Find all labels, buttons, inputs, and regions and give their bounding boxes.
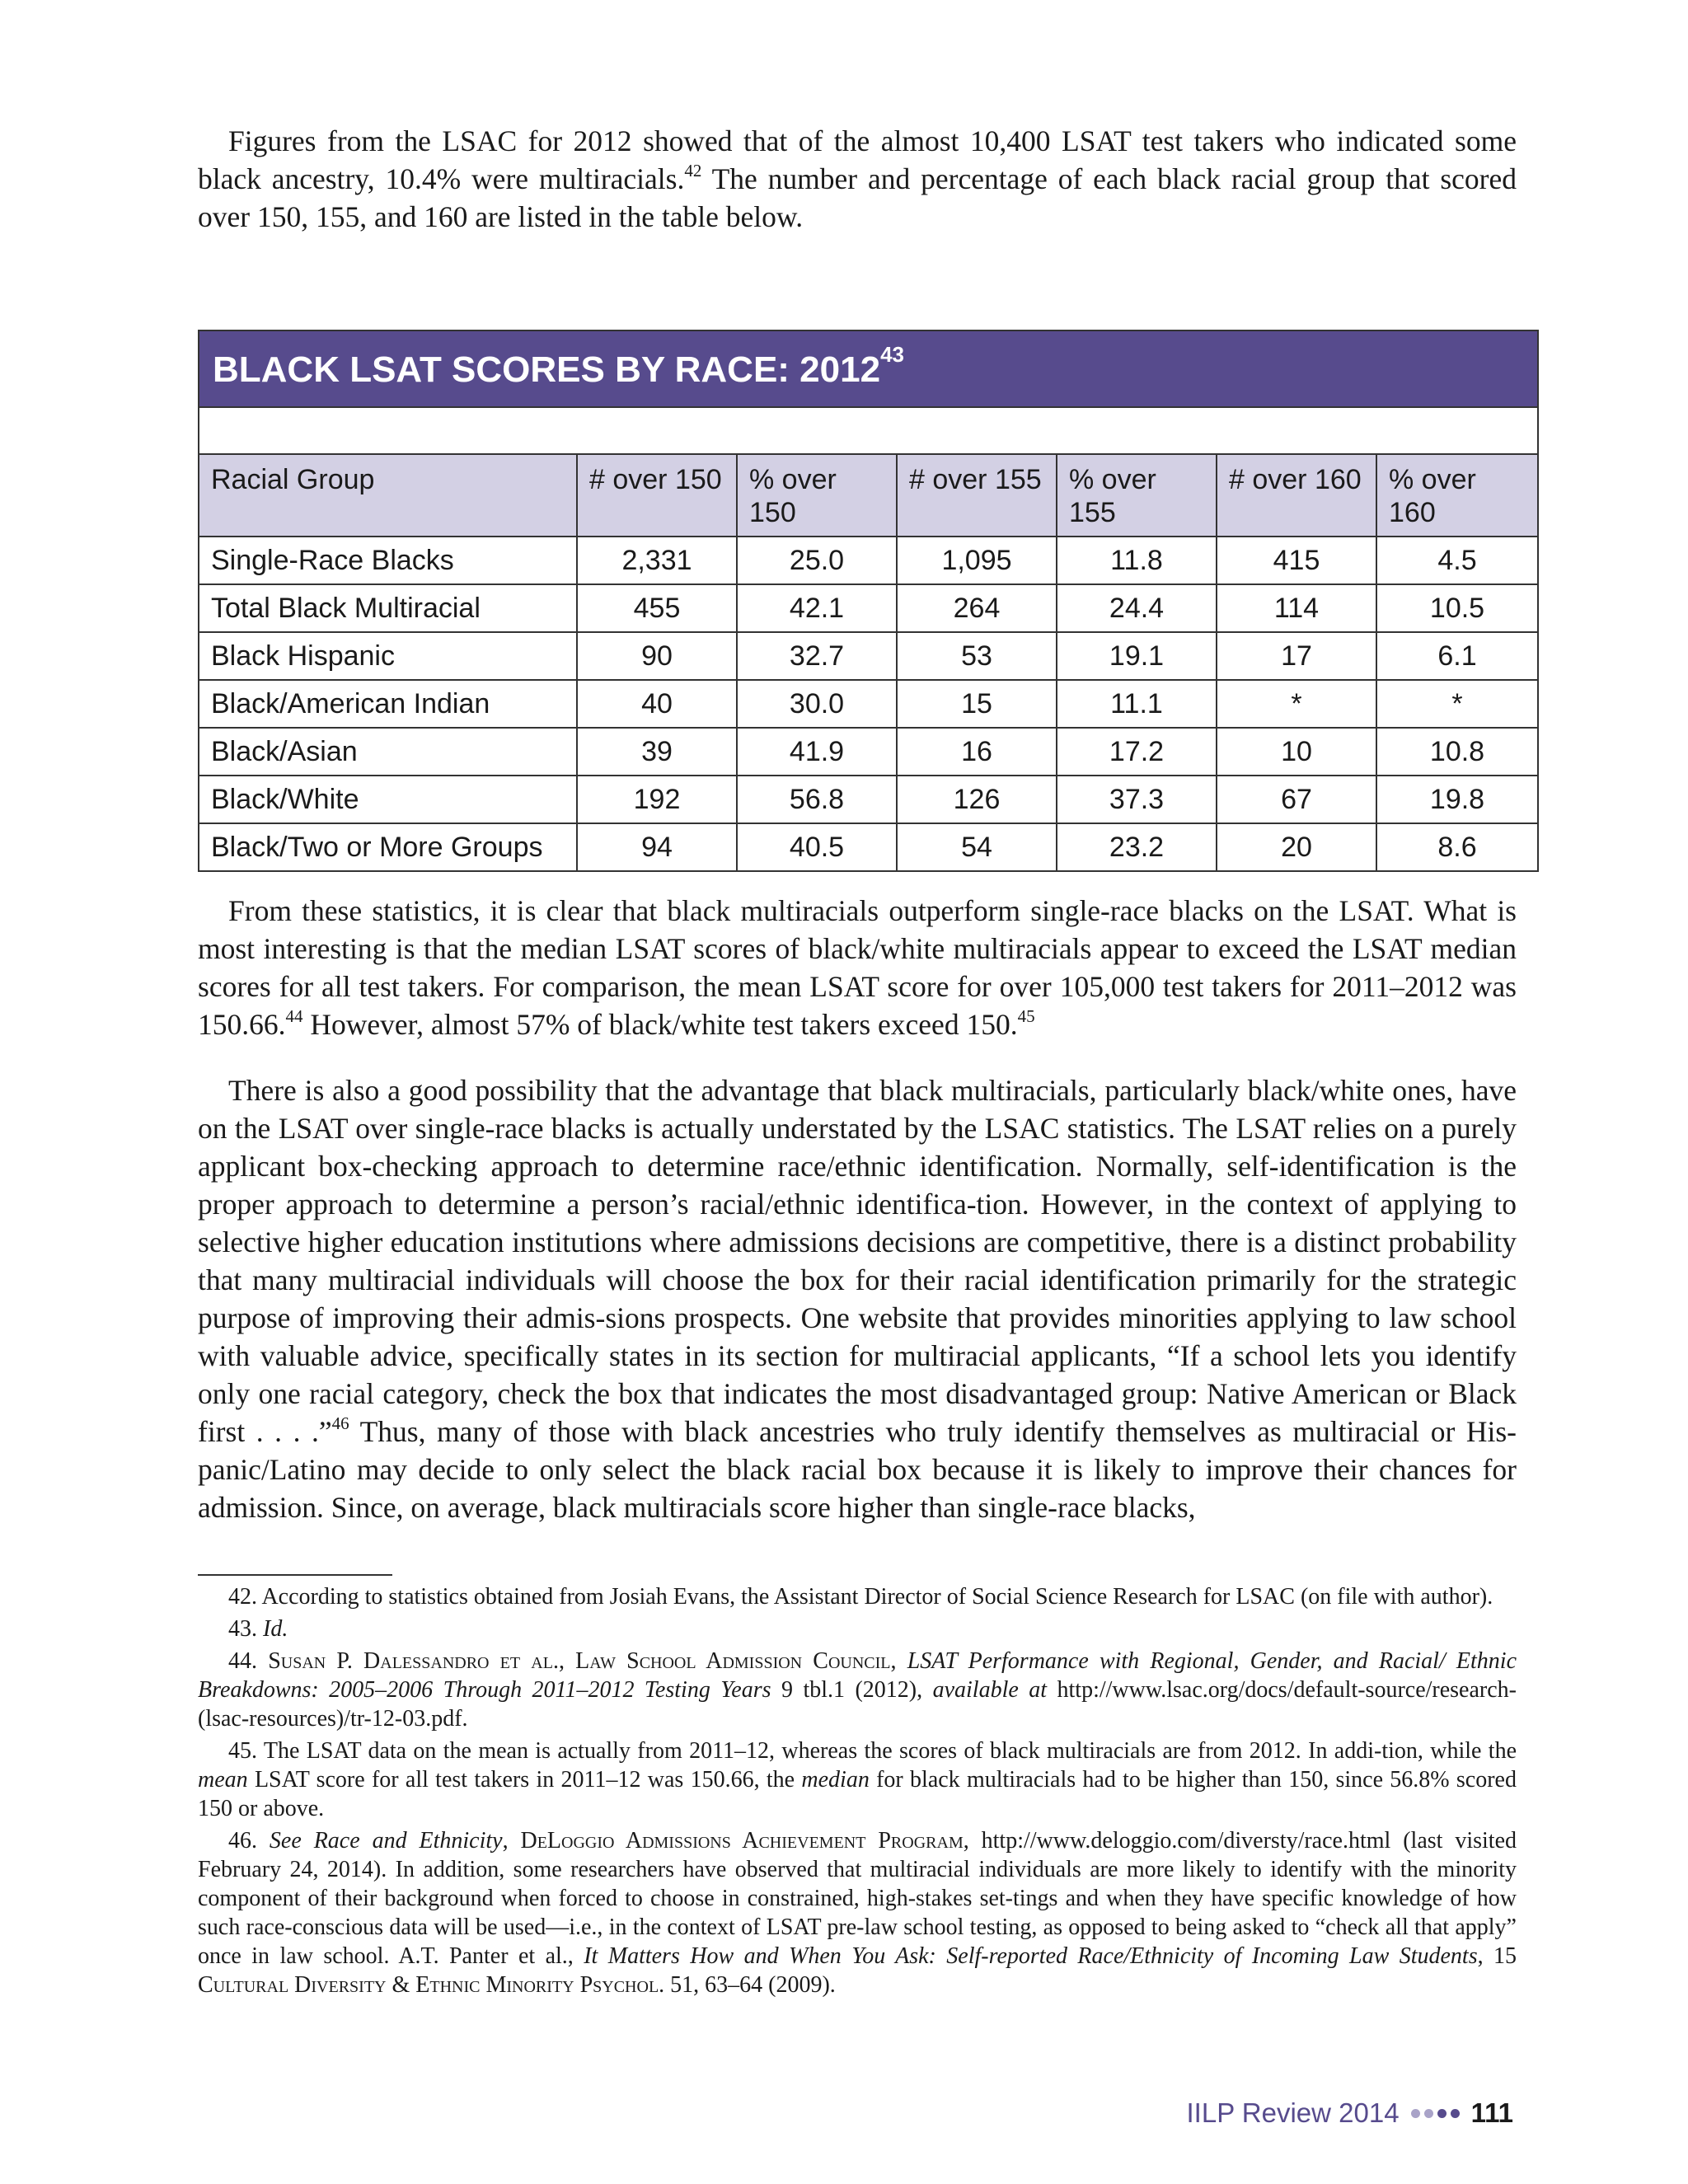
table-cell: 41.9	[737, 728, 897, 776]
table-cell: 17	[1217, 632, 1376, 680]
discussion-paragraph	[198, 1071, 1517, 1526]
footnote-44-number: 44.	[228, 1648, 269, 1674]
table-header-row	[199, 455, 1537, 537]
page-footer	[1187, 2097, 1513, 2129]
table-cell: 19.1	[1057, 632, 1217, 680]
table-cell: 19.8	[1376, 776, 1537, 823]
table-row	[199, 537, 1537, 584]
table-cell: 192	[577, 776, 737, 823]
footnote-44-citation: 9 tbl.1 (2012),	[771, 1677, 933, 1703]
table-cell: 10.8	[1376, 728, 1537, 776]
analysis-paragraph	[198, 892, 1517, 1043]
footnote-45-median: median	[801, 1767, 870, 1793]
table-cell: 53	[897, 632, 1057, 680]
footnote-ref-46[interactable]: 46	[331, 1413, 349, 1434]
table-cell: 90	[577, 632, 737, 680]
column-header: # over 160	[1217, 455, 1376, 537]
row-label: Total Black Multiracial	[199, 584, 577, 632]
table-row	[199, 680, 1537, 728]
footnote-46-text-c: 51, 63–64 (2009).	[664, 1972, 836, 1998]
para3-text-a: There is also a good possibility that the advantage that black multiracials, particularly black/white ones, have on the LSAT over single-race blacks is actually understated by the LSAC statistics. The LSAT relies on a purely applicant box-checking approach to determine race/ethnic identification. Normally, self-identification is the proper approach to determine a person’s racial/ethnic identifica-tion. However, in the context of applying to selective higher education institutions where admissions decisions are competitive, there is a distinct probability that many multiracial individuals will choose the box for their racial identification primarily for the strategic purpose of improving their admis-sions prospects. One website that provides minorities applying to law school with valuable advice, specifically states in its section for multiracial applicants, “If a school lets you identify only one racial category, check the box that indicates the most disadvantaged group: Native American or Black first . . . .”	[198, 1074, 1517, 1448]
footnote-45-text-c: for black multiracials had to be higher than 150, since 56.8% scored 150 or above.	[198, 1767, 1517, 1821]
footnote-43-id: Id.	[263, 1616, 288, 1642]
para2-text-b: However, almost 57% of black/white test takers exceed 150.	[302, 1008, 1018, 1041]
footnote-45-text-a: 45. The LSAT data on the mean is actually from 2011–12, whereas the scores of black multiracials are from 2012. In addi-tion, while the	[228, 1738, 1517, 1764]
column-header: # over 150	[577, 455, 737, 537]
table-cell: 455	[577, 584, 737, 632]
row-label: Black/American Indian	[199, 680, 577, 728]
table-cell: 114	[1217, 584, 1376, 632]
table-cell: 11.8	[1057, 537, 1217, 584]
page-number: 111	[1470, 2097, 1513, 2128]
table-cell: 10.5	[1376, 584, 1537, 632]
intro-text-a: Figures from the LSAC for 2012 showed that of the almost 10,400 LSAT test takers who indicated some black ancestry, 10.4% were multiracials.	[198, 124, 1517, 195]
table-cell: 56.8	[737, 776, 897, 823]
table-cell: 42.1	[737, 584, 897, 632]
footnote-46-text-b: , 15	[1477, 1943, 1517, 1969]
footnote-46-text-a: http://www.deloggio.com/diversty/race.html (last visited February 24, 2014). In addition, some researchers have observed that multiracial individuals are more likely to identify with the minority component of their background when forced to choose in constrained, high-stakes set-tings and when they have specific knowledge of how such race-conscious data will be used—i.e., in the context of LSAT pre-law school testing, as opposed to being asked to “check all that apply” once in law school. A.T. Panter et al.,	[198, 1828, 1517, 1969]
row-label: Black/Two or More Groups	[199, 823, 577, 870]
table-cell: 15	[897, 680, 1057, 728]
table-cell: *	[1376, 680, 1537, 728]
table-cell: 40.5	[737, 823, 897, 870]
table-cell: *	[1217, 680, 1376, 728]
table-cell: 264	[897, 584, 1057, 632]
footnote-42	[198, 1582, 1517, 1611]
table-cell: 23.2	[1057, 823, 1217, 870]
column-header: % over 160	[1376, 455, 1537, 537]
table-cell: 39	[577, 728, 737, 776]
footnote-46-program: , DeLoggio Admissions Achievement Program,	[502, 1828, 969, 1854]
table-row	[199, 823, 1537, 870]
row-label: Black/Asian	[199, 728, 577, 776]
dots-ornament-icon	[1411, 2109, 1460, 2118]
table-cell: 11.1	[1057, 680, 1217, 728]
table-cell: 94	[577, 823, 737, 870]
footnote-ref-43[interactable]: 43	[880, 342, 904, 368]
table-cell: 4.5	[1376, 537, 1537, 584]
footnote-43-number: 43.	[228, 1616, 263, 1642]
footnote-ref-45[interactable]: 45	[1017, 1006, 1035, 1027]
table-cell: 126	[897, 776, 1057, 823]
table-cell: 25.0	[737, 537, 897, 584]
table-cell: 16	[897, 728, 1057, 776]
intro-paragraph	[198, 122, 1517, 236]
dot-icon	[1411, 2109, 1420, 2118]
table-cell: 67	[1217, 776, 1376, 823]
footnote-44-title: LSAT Performance with Regional, Gender, and Racial/ Ethnic Breakdowns: 2005–2006 Through 2011–2012 Testing Years	[198, 1648, 1517, 1703]
table-spacer-row	[199, 408, 1537, 455]
table-row	[199, 776, 1537, 823]
para3-text-b: Thus, many of those with black ancestries who truly identify themselves as multiracial or His-panic/Latino may decide to only select the black racial box because it is likely to improve their chances for admission. Since, on average, black multiracials score higher than single-race blacks,	[198, 1415, 1517, 1524]
footnote-46-title: It Matters How and When You Ask: Self-reported Race/Ethnicity of Incoming Law Students	[584, 1943, 1478, 1969]
column-header: % over 150	[737, 455, 897, 537]
column-header: Racial Group	[199, 455, 577, 537]
row-label: Single-Race Blacks	[199, 537, 577, 584]
footnote-46-see: See Race and Ethnicity	[269, 1828, 503, 1854]
footnote-ref-42[interactable]: 42	[684, 161, 702, 181]
table-cell: 40	[577, 680, 737, 728]
table-cell: 32.7	[737, 632, 897, 680]
footnote-46	[198, 1826, 1517, 1999]
table-cell: 10	[1217, 728, 1376, 776]
row-label: Black Hispanic	[199, 632, 577, 680]
table-row	[199, 728, 1537, 776]
table-cell: 24.4	[1057, 584, 1217, 632]
table-title	[199, 331, 1537, 408]
table-cell: 1,095	[897, 537, 1057, 584]
para2-text-a: From these statistics, it is clear that black multiracials outperform single-race blacks on the LSAT. What is most interesting is that the median LSAT scores of black/white multiracials appear to exceed the LSAT median scores for all test takers. For comparison, the mean LSAT score for over 105,000 test takers for 2011–2012 was 150.66.	[198, 894, 1517, 1041]
footnote-46-number: 46.	[228, 1828, 270, 1854]
footnote-44-authors: Susan P. Dalessandro et al., Law School Admission Council,	[268, 1648, 897, 1674]
footnote-42-text: 42. According to statistics obtained from Josiah Evans, the Assistant Director of Social Science Research for LSAC (on file with author).	[228, 1584, 1493, 1610]
footnote-divider	[198, 1574, 392, 1576]
row-label: Black/White	[199, 776, 577, 823]
table-cell: 6.1	[1376, 632, 1537, 680]
analysis-section	[198, 892, 1517, 1043]
table-cell: 30.0	[737, 680, 897, 728]
table-cell: 415	[1217, 537, 1376, 584]
lsat-scores-table	[198, 330, 1539, 872]
discussion-section	[198, 1071, 1517, 1526]
footnotes	[198, 1582, 1517, 2003]
table-row	[199, 632, 1537, 680]
footnote-44-available-at: available at	[932, 1677, 1048, 1703]
footnote-44-url[interactable]: http://www.lsac.org/docs/default-source/research-(lsac-resources)/tr-12-03.pdf.	[198, 1677, 1517, 1732]
intro-text-b: The number and percentage of each black racial group that scored over 150, 155, and 160 are listed in the table below.	[198, 162, 1517, 233]
footnote-ref-44[interactable]: 44	[285, 1006, 303, 1027]
footnote-43	[198, 1615, 1517, 1643]
table-cell: 17.2	[1057, 728, 1217, 776]
table-title-text: BLACK LSAT SCORES BY RACE: 2012	[213, 349, 881, 390]
table-cell: 8.6	[1376, 823, 1537, 870]
intro-section	[198, 122, 1517, 236]
column-header: % over 155	[1057, 455, 1217, 537]
table-cell: 37.3	[1057, 776, 1217, 823]
table-cell: 20	[1217, 823, 1376, 870]
table-cell: 2,331	[577, 537, 737, 584]
footnote-45-text-b: LSAT score for all test takers in 2011–12 was 150.66, the	[247, 1767, 802, 1793]
footnote-46-journal: Cultural Diversity & Ethnic Minority Psychol.	[198, 1972, 665, 1998]
dot-icon	[1424, 2109, 1433, 2118]
dot-icon	[1451, 2109, 1460, 2118]
table-cell: 54	[897, 823, 1057, 870]
journal-name: IILP Review 2014	[1186, 2097, 1400, 2128]
footnote-45-mean: mean	[198, 1767, 248, 1793]
column-header: # over 155	[897, 455, 1057, 537]
table-row	[199, 584, 1537, 632]
dot-icon	[1437, 2109, 1447, 2118]
footnote-44	[198, 1647, 1517, 1733]
footnote-45	[198, 1736, 1517, 1823]
scores-grid	[199, 455, 1537, 870]
